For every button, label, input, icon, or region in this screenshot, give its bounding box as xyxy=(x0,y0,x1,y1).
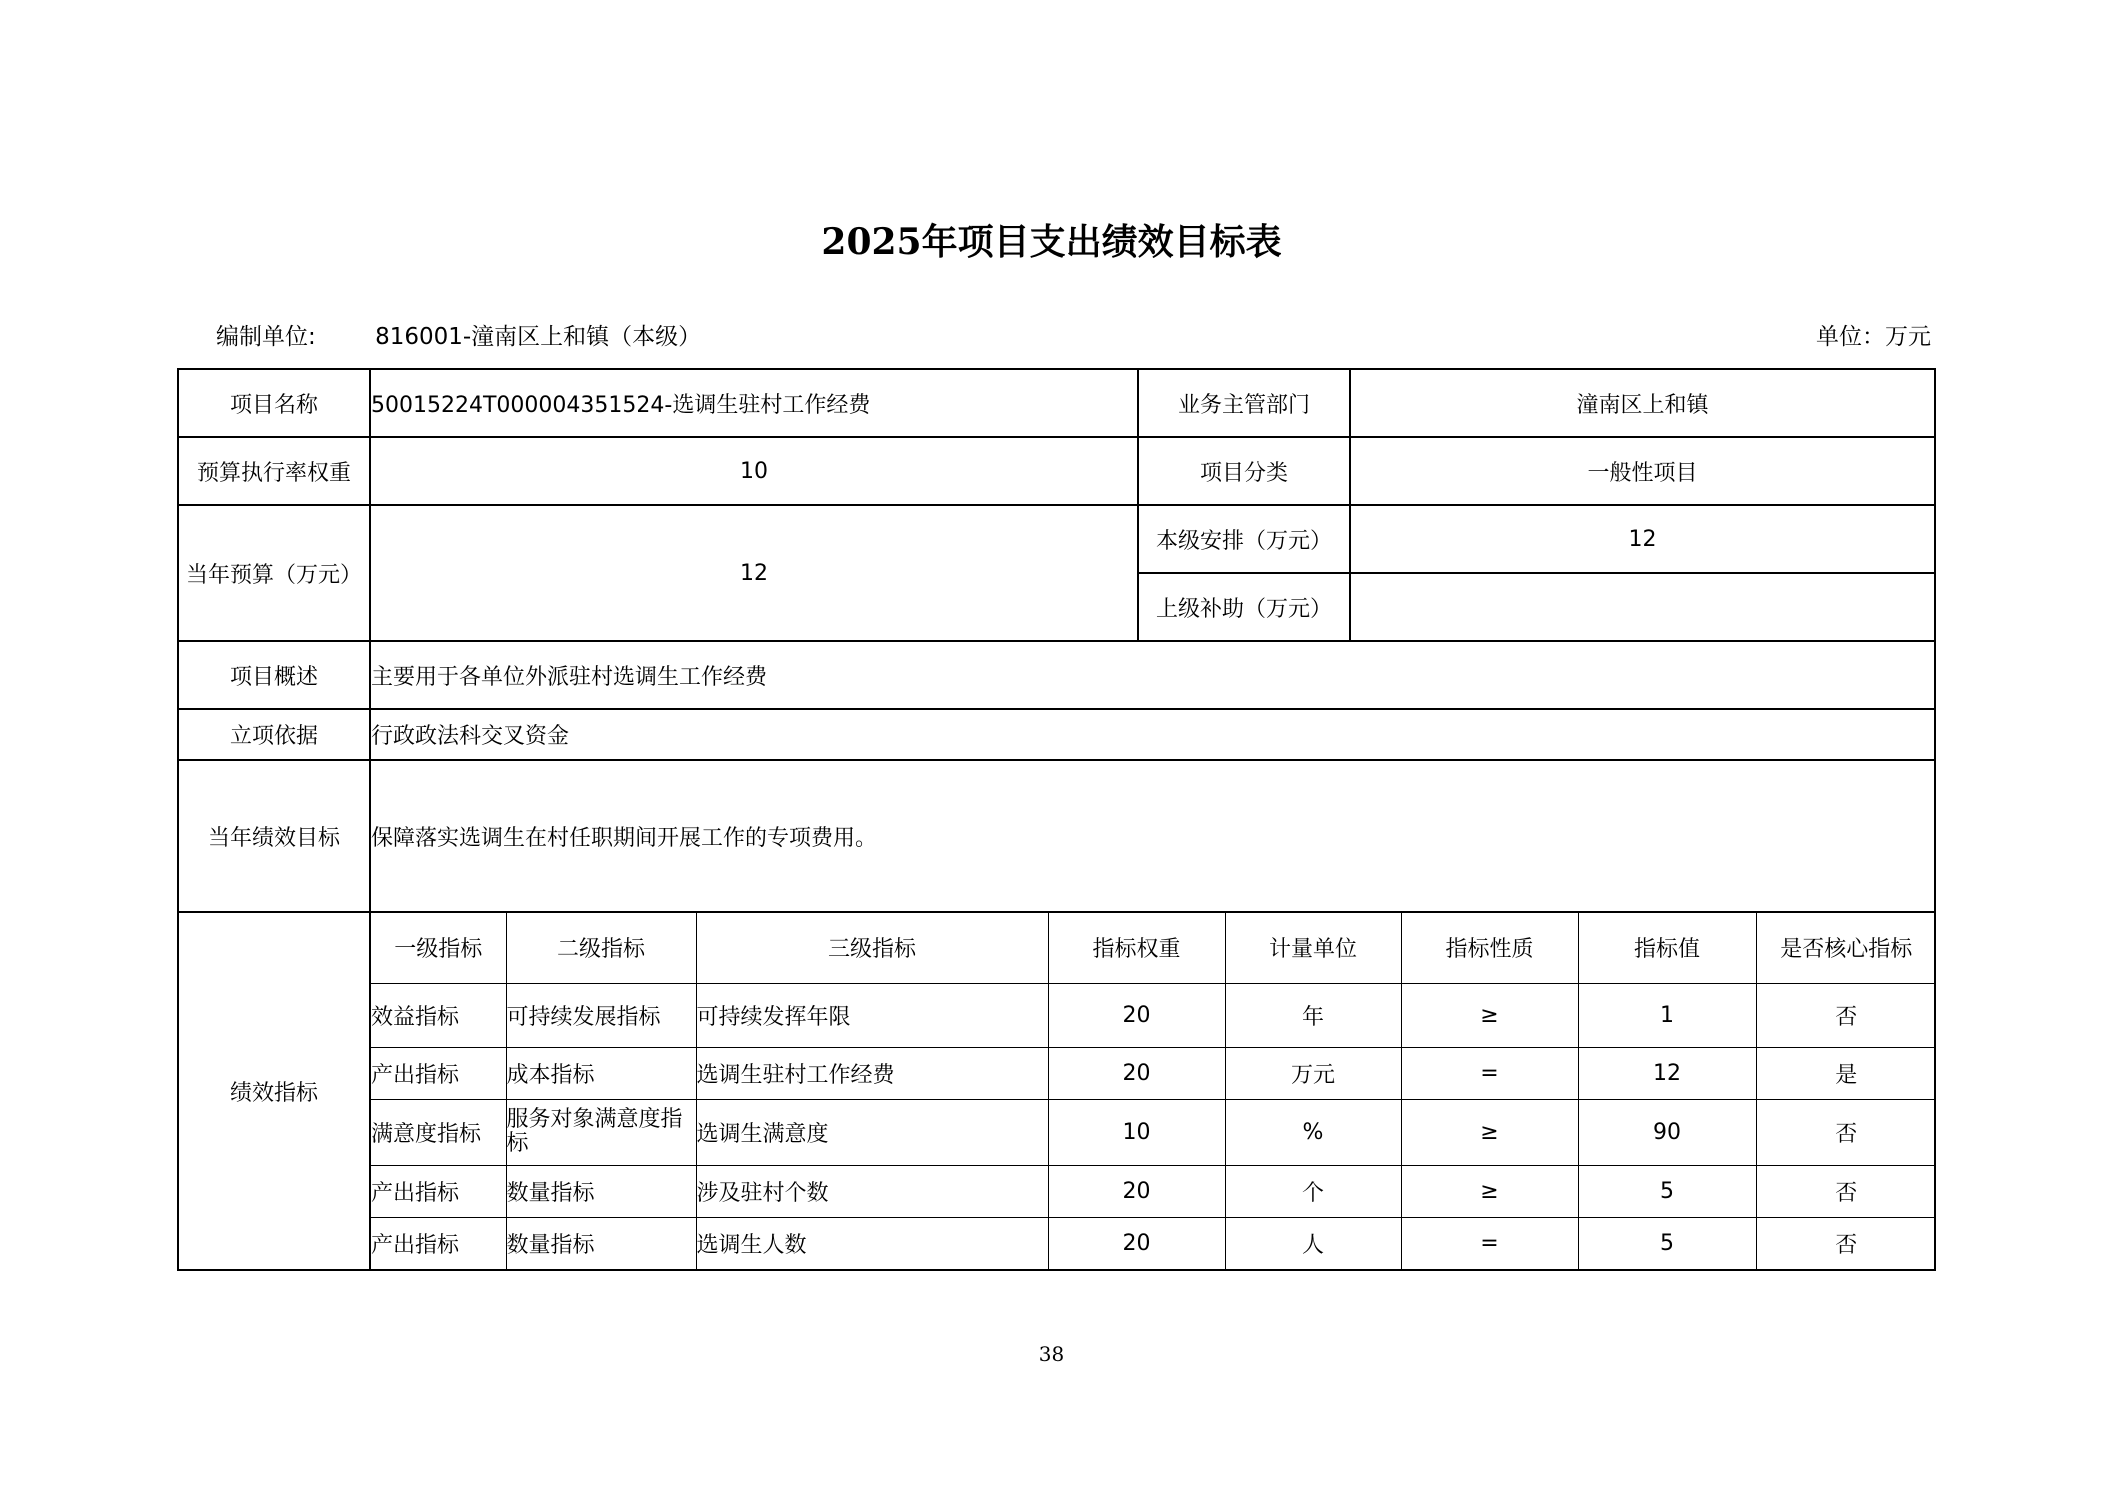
weight-label: 预算执行率权重 xyxy=(178,437,370,505)
header-nature: 指标性质 xyxy=(1401,913,1578,983)
header-core: 是否核心指标 xyxy=(1756,913,1936,983)
indicator-level1: 效益指标 xyxy=(371,983,506,1047)
indicator-level3: 选调生驻村工作经费 xyxy=(696,1047,1048,1099)
local-label: 本级安排（万元） xyxy=(1138,505,1350,573)
basis-label: 立项依据 xyxy=(178,709,370,760)
indicator-level2: 可持续发展指标 xyxy=(506,983,696,1047)
indicator-level1: 产出指标 xyxy=(371,1165,506,1217)
goal-value: 保障落实选调生在村任职期间开展工作的专项费用。 xyxy=(370,760,1935,912)
basis-value: 行政政法科交叉资金 xyxy=(370,709,1935,760)
budget-label: 当年预算（万元） xyxy=(178,505,370,641)
header-level3: 三级指标 xyxy=(696,913,1048,983)
indicator-row xyxy=(371,1217,1936,1269)
indicator-unit: 万元 xyxy=(1225,1047,1401,1099)
overview-label: 项目概述 xyxy=(178,641,370,709)
indicator-level1: 产出指标 xyxy=(371,1217,506,1269)
header-level1: 一级指标 xyxy=(371,913,506,983)
header-value: 指标值 xyxy=(1578,913,1756,983)
indicator-value: 5 xyxy=(1578,1165,1756,1217)
indicator-value: 90 xyxy=(1578,1099,1756,1165)
performance-table xyxy=(177,368,1936,1271)
page-title: 2025年项目支出绩效目标表 xyxy=(821,221,1282,263)
dept-label: 业务主管部门 xyxy=(1138,369,1350,437)
header-level2: 二级指标 xyxy=(506,913,696,983)
page-number: 38 xyxy=(1038,1342,1065,1366)
indicator-level3: 涉及驻村个数 xyxy=(696,1165,1048,1217)
indicator-core: 否 xyxy=(1756,1217,1936,1269)
indicator-unit: 个 xyxy=(1225,1165,1401,1217)
goal-label: 当年绩效目标 xyxy=(178,760,370,912)
indicator-weight: 10 xyxy=(1048,1099,1225,1165)
indicators-cell xyxy=(370,912,1935,1270)
indicator-weight: 20 xyxy=(1048,1217,1225,1269)
local-value: 12 xyxy=(1350,505,1935,573)
indicator-nature: ≥ xyxy=(1401,983,1578,1047)
indicator-header-row xyxy=(371,913,1936,983)
indicator-value: 1 xyxy=(1578,983,1756,1047)
indicator-unit: % xyxy=(1225,1099,1401,1165)
indicator-nature: ≥ xyxy=(1401,1099,1578,1165)
unit-label: 单位：万元 xyxy=(1816,324,1931,350)
indicator-level2: 数量指标 xyxy=(506,1217,696,1269)
dept-value: 潼南区上和镇 xyxy=(1350,369,1935,437)
indicator-level2: 成本指标 xyxy=(506,1047,696,1099)
category-value: 一般性项目 xyxy=(1350,437,1935,505)
overview-value: 主要用于各单位外派驻村选调生工作经费 xyxy=(370,641,1935,709)
org-line xyxy=(216,318,701,351)
header-weight: 指标权重 xyxy=(1048,913,1225,983)
org-value: 816001-潼南区上和镇（本级） xyxy=(375,324,702,350)
indicator-core: 否 xyxy=(1756,1165,1936,1217)
indicator-level3: 选调生满意度 xyxy=(696,1099,1048,1165)
project-name-label: 项目名称 xyxy=(178,369,370,437)
indicator-core: 是 xyxy=(1756,1047,1936,1099)
indicator-level2: 服务对象满意度指标 xyxy=(506,1099,696,1165)
subsidy-value xyxy=(1350,573,1935,641)
indicator-level1: 满意度指标 xyxy=(371,1099,506,1165)
indicator-core: 否 xyxy=(1756,1099,1936,1165)
indicator-row xyxy=(371,1165,1936,1217)
budget-value: 12 xyxy=(370,505,1138,641)
org-label: 编制单位: xyxy=(216,324,316,350)
indicator-nature: = xyxy=(1401,1217,1578,1269)
subsidy-label: 上级补助（万元） xyxy=(1138,573,1350,641)
indicator-level3: 可持续发挥年限 xyxy=(696,983,1048,1047)
indicator-weight: 20 xyxy=(1048,1165,1225,1217)
indicator-nature: = xyxy=(1401,1047,1578,1099)
indicators-label: 绩效指标 xyxy=(178,912,370,1270)
project-name-value: 50015224T000004351524-选调生驻村工作经费 xyxy=(370,369,1138,437)
indicator-weight: 20 xyxy=(1048,1047,1225,1099)
indicator-level2: 数量指标 xyxy=(506,1165,696,1217)
indicators-table xyxy=(371,913,1936,1269)
indicator-unit: 年 xyxy=(1225,983,1401,1047)
indicator-level1: 产出指标 xyxy=(371,1047,506,1099)
indicator-core: 否 xyxy=(1756,983,1936,1047)
weight-value: 10 xyxy=(370,437,1138,505)
indicator-nature: ≥ xyxy=(1401,1165,1578,1217)
header-unit: 计量单位 xyxy=(1225,913,1401,983)
indicator-value: 12 xyxy=(1578,1047,1756,1099)
category-label: 项目分类 xyxy=(1138,437,1350,505)
indicator-row xyxy=(371,983,1936,1047)
indicator-value: 5 xyxy=(1578,1217,1756,1269)
indicator-row xyxy=(371,1047,1936,1099)
indicator-level3: 选调生人数 xyxy=(696,1217,1048,1269)
indicator-row xyxy=(371,1099,1936,1165)
indicator-weight: 20 xyxy=(1048,983,1225,1047)
indicator-unit: 人 xyxy=(1225,1217,1401,1269)
